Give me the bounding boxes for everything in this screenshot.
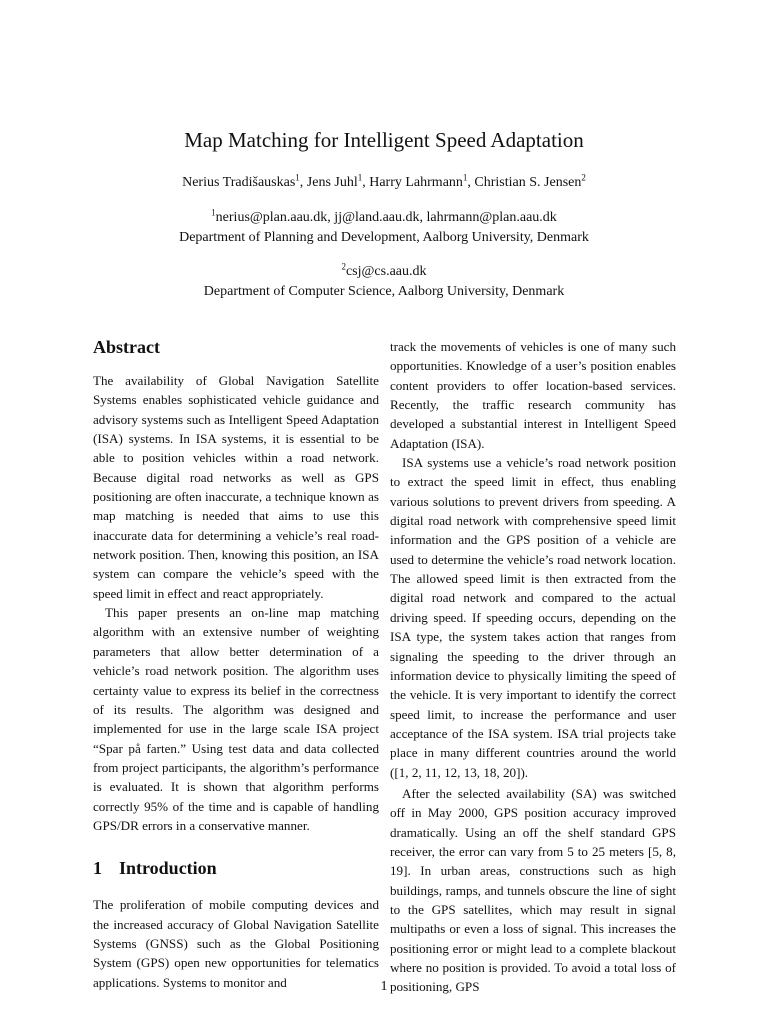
body-paragraph: ISA systems use a vehicle’s road network position to extract the speed limit in effect, thus enabling various solutions to prevent drivers from speeding. A digital road network with comprehensive speed limit information and the GPS position of a vehicle are used to determine the vehicle’s road network location. The allowed speed limit is then extracted from the digital road network and compared to the actual driving speed. If speeding occurs, depending on the ISA type, the system takes action that ranges from signaling the speeding to the driver through an information device to physically limiting the speed of the vehicle. It is very important to identify the correct speed limit, to increase the performance and user acceptance of the ISA system. ISA trial projects take place in many different countries around the world ([1, 2, 11, 12, 13, 18, 20]). (390, 455, 676, 780)
author-name: Christian S. Jensen (474, 175, 582, 190)
author-separator: , (467, 175, 475, 190)
department-name: Department of Computer Science, Aalborg University, Denmark (203, 284, 565, 299)
author-name: Jens Juhl (306, 175, 358, 190)
affiliation-block (0, 262, 768, 302)
body-paragraph: The proliferation of mobile computing devices and the increased accuracy of Global Navigation Satellite Systems (GNSS) such as the Global Positioning System (GPS) open new opportunities for telematics applications. Systems to monitor and (93, 897, 379, 990)
affiliation-mark: 1 (462, 172, 468, 183)
author-separator: , (299, 175, 307, 190)
email-list: nerius@plan.aau.dk, jj@land.aau.dk, lahrmann@plan.aau.dk (215, 210, 557, 225)
body-paragraph: track the movements of vehicles is one of many such opportunities. Knowledge of a user’s position enables content providers to offer location-based services. Recently, the traffic research community has developed a substantial interest in Intelligent Speed Adaptation (ISA). (390, 339, 676, 451)
abstract-heading: Abstract (93, 337, 160, 357)
affiliation-mark: 1 (211, 207, 216, 218)
introduction-heading (93, 857, 379, 879)
department-name: Department of Planning and Development, Aalborg University, Denmark (179, 230, 589, 245)
affiliation-mark: 1 (357, 172, 363, 183)
right-column (390, 337, 676, 997)
section-number: 1 (93, 858, 102, 879)
section-title: Introduction (119, 858, 217, 879)
affiliation-emails (0, 208, 768, 228)
abstract-paragraph: This paper presents an on-line map matching algorithm with an extensive number of weighting parameters that allow better determination of a vehicle’s road network position. The algorithm uses certainty value to express its belief in the correctness of its results. The algorithm was designed and implemented for use in the large scale ISA project “Spar på farten.” Using test data and data collected from project participants, the algorithm’s performance is evaluated. It is shown that algorithm performs correctly 95% of the time and is capable of handling GPS/DR errors in a conservative manner. (93, 605, 379, 833)
affiliation-mark: 1 (295, 172, 300, 183)
affiliation-mark: 2 (341, 261, 346, 272)
author-separator: , (362, 175, 370, 190)
author-list (0, 173, 768, 193)
abstract-paragraph: The availability of Global Navigation Satellite Systems enables sophisticated vehicle guidance and advisory systems such as Intelligent Speed Adaptation (ISA) systems. In ISA systems, it is essential to be able to position vehicles within a road network. Because digital road networks as well as GPS positioning are often inaccurate, a technique known as map matching is needed that aims to use this inaccurate data for determining a vehicle’s real road-network position. Then, knowing this position, an ISA system can compare the vehicle’s speed with the speed limit in effect and react appropriately. (93, 373, 379, 601)
affiliation-block (0, 208, 768, 248)
affiliation-mark: 2 (581, 172, 586, 183)
author-name: Harry Lahrmann (369, 175, 463, 190)
affiliation-emails (0, 262, 768, 282)
page-number: 1 (380, 979, 388, 994)
email-list: csj@cs.aau.dk (345, 264, 427, 279)
left-column (93, 336, 379, 992)
body-paragraph: After the selected availability (SA) was switched off in May 2000, GPS position accuracy improved dramatically. Using an off the shelf standard GPS receiver, the error can vary from 5 to 25 meters [5, 8, 19]. In urban areas, constructions such as high buildings, ramps, and tunnels obscure the line of sight to the GPS satellites, which may result in signal multipaths or even a loss of signal. This increases the positioning error or might lead to a complete blackout where no position is provided. To avoid a total loss of positioning, GPS (390, 785, 676, 995)
paper-title: Map Matching for Intelligent Speed Adaptation (184, 128, 584, 152)
author-name: Nerius Tradišauskas (182, 175, 296, 190)
